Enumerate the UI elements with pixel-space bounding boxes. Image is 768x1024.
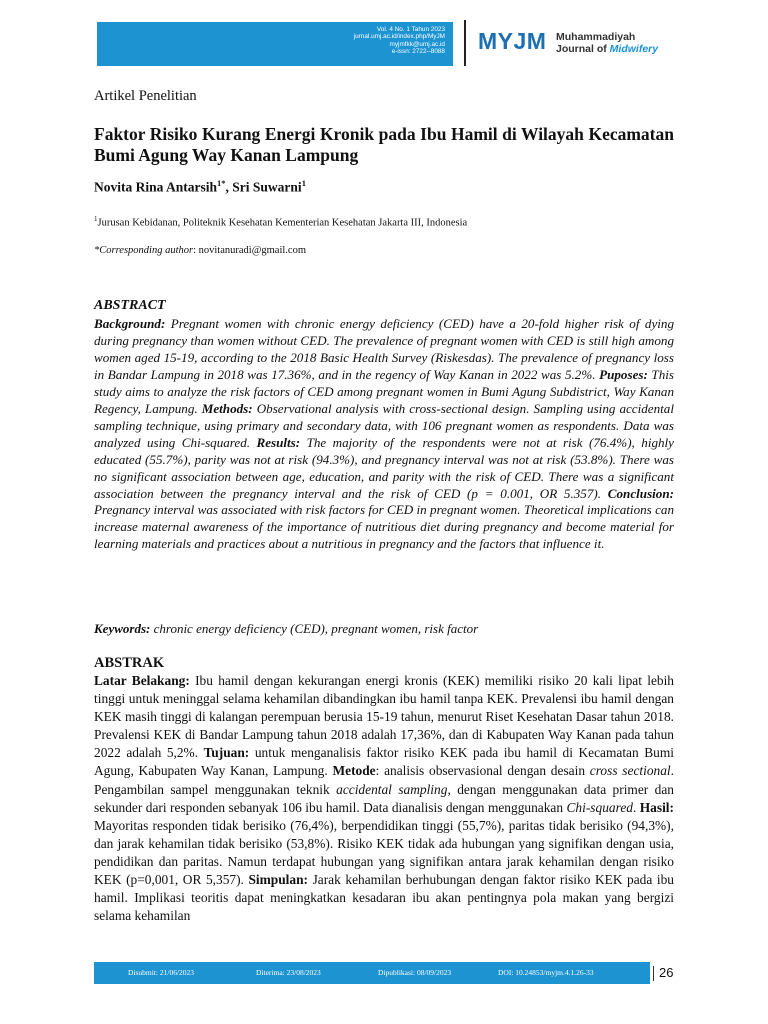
journal-volume: Vol. 4 No. 1 Tahun 2023 [376,26,445,33]
abstrak-term: accidental sampling [336,781,448,797]
published-date: Dipublikasi: 08/09/2023 [378,968,452,977]
abstract-label: Conclusion: [607,485,674,501]
abstrak-text: untuk menganalisis faktor risiko KEK pada ibu hamil di Kecamatan Bumi Agung, Kabupaten Way Kanan, Lampung. [94,745,674,779]
journal-meta [354,26,445,56]
abstract-text: The majority of the respondents were not at risk (76.4%), highly educated (55.7%), parity was not at risk (94.3%), and pregnancy interval was not at risk (53.8%). There was no significant association between age, education, and parity with the risk of CED. There was a significant association between the pregnancy interval and the risk of CED (p = 0.001, OR 5.357). [94,434,674,501]
author-separator: , [225,179,233,195]
journal-header-bar [97,22,453,66]
author-affiliation-mark: 1* [217,178,226,188]
header-divider [464,20,466,66]
abstract-heading: ABSTRACT [94,298,166,313]
abstract-label: Results: [256,434,301,450]
abstract-body [94,316,674,553]
abstrak-text: . [632,799,640,815]
journal-issn: e-issn: 2722--8088 [391,48,445,56]
abstract-label: Puposes: [599,366,648,382]
abstrak-term: Chi-squared [566,799,633,815]
abstract-text: Pregnancy interval was associated with risk factors for CED in pregnant women. Theoretical implications can increase maternal awareness of the importance of nutritious diet during pregnancy and become material for learning materials and practices about a nutritious in pregnancy and the factors that influence it. [94,502,674,552]
journal-name-line1: Muhammadiyah [556,31,636,43]
author-name: Sri Suwarni [232,179,302,195]
affiliation-text: Jurusan Kebidanan, Politeknik Kesehatan Kementerian Kesehatan Jakarta III, Indonesia [97,217,468,229]
page-number: 26 [659,965,674,980]
journal-name-accent: Midwifery [609,43,659,55]
footer-bar [94,962,650,984]
abstrak-text: Jarak kehamilan berhubungan dengan faktor risiko KEK pada ibu hamil. Implikasi teoritis dapat meningkatkan kesadaran ibu akan pentingnya pola makan yang bergizi selama kehamilan [94,872,674,924]
page-number-divider [653,966,654,981]
abstract-text: Pregnant women with chronic energy deficiency (CED) have a 20-fold higher risk of dying during pregnancy than women without CED. The prevalence of pregnant women with CED is still high among women aged 15-19, according to the 2018 Basic Health Survey (Riskesdas). The prevalence of pregnancy loss in Bandar Lampung in 2018 was 17.36%, and in the regency of Way Kanan in 2022 was 5.2%. [94,316,674,382]
corresponding-email[interactable]: : novitanuradi@gmail.com [193,245,306,256]
keywords [94,621,478,637]
abstrak-label: Metode [332,763,376,779]
submitted-date: Disubmit: 21/06/2023 [128,968,195,977]
abstrak-text: Mayoritas responden tidak berisiko (76,4%), berpendidikan tinggi (55,7%), paritas tidak berisiko (94,3%), dan jarak kehamilan tidak berisiko (53,8%). Risiko KEK tidak ada hubungan yang signifikan dengan usia, pendidikan dan paritas. Namun terdapat hubungan yang signifikan antara jarak kehamilan dengan risiko KEK (p=0,001, OR 5,357). [94,817,674,888]
doi-link[interactable]: DOI: 10.24853/myjm.4.1.26-33 [498,968,594,977]
abstrak-term: cross sectional [589,763,671,779]
accepted-date: Diterima: 23/08/2023 [256,968,321,977]
abstrak-label: Tujuan: [203,745,250,761]
abstrak-label: Simpulan: [248,872,309,888]
abstract-label: Background: [94,316,166,331]
journal-url[interactable]: jurnal.umj.ac.id/index.php/MyJM [353,33,445,41]
abstract-label: Methods: [201,400,253,416]
journal-email[interactable]: myjmfkk@umj.ac.id [389,40,445,48]
keywords-label: Keywords: [94,621,151,636]
corresponding-label: *Corresponding author [94,245,194,256]
abstrak-text: Ibu hamil dengan kekurangan energi kronis (KEK) memiliki risiko 20 kali lipat lebih tinggi untuk meninggal selama kehamilan dibandingkan ibu hamil tanpa KEK. Prevalensi ibu hamil dengan KEK masih tinggi di kalangan perempuan berusia 15-19 tahun, menurut Riset Kesehatan Dasar tahun 2018. Prevalensi KEK di Bandar Lampung tahun 2018 adalah 17,36%, dan di Kabupaten Way Kanan pada tahun 2022 adalah 5,2%. [94,673,674,761]
author-name: Novita Rina Antarsih [94,179,218,195]
keywords-text: chronic energy deficiency (CED), pregnant women, risk factor [150,621,479,636]
journal-name-line2 [556,43,658,55]
abstrak-text: , dengan menggunakan data primer dan sekunder dari responden sebanyak 106 ibu hamil. Data dianalisis dengan menggunakan [94,781,675,815]
abstrak-label: Latar Belakang: [94,673,190,688]
author-affiliation-mark: 1 [301,178,306,188]
abstrak-text: : analisis observasional dengan desain [375,763,590,779]
journal-logo-icon: MYJM [478,28,547,54]
article-type: Artikel Penelitian [94,88,197,104]
article-title: Faktor Risiko Kurang Energi Kronik pada Ibu Hamil di Wilayah Kecamatan Bumi Agung Way Kanan Lampung [94,124,674,165]
author-list [94,178,306,196]
abstrak-body [94,672,674,925]
affiliation [94,215,467,229]
abstract-text: This study aims to analyze the risk factors of CED among pregnant women in Bumi Agung Subdistrict, Way Kanan Regency, Lampung. [94,366,674,416]
journal-name-prefix: Journal of [556,43,610,55]
abstrak-text: . Pengambilan sampel menggunakan teknik [94,763,674,797]
abstrak-label: Hasil: [639,799,674,815]
abstrak-heading: ABSTRAK [94,655,165,671]
abstract-text: Observational analysis with cross-sectional design. Sampling using accidental sampling technique, using primary and secondary data, with 106 pregnant women as respondents. Data was analyzed using Chi-squared. [94,400,674,450]
affiliation-mark: 1 [94,215,98,223]
journal-name [556,31,658,55]
corresponding-author [94,245,306,256]
